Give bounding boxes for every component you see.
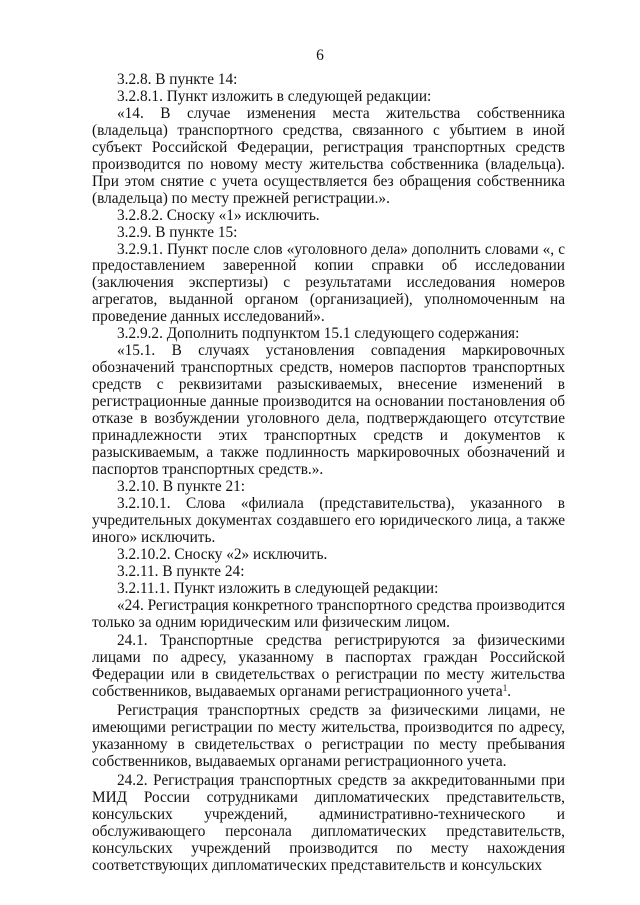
paragraph-point-24-1-text: 24.1. Транспортные средства регистрируются за физическими лицами по адресу, указанному в паспортах граждан Российской Федерации или в свидетельствах о регистрации по месту жительства собственников, выдаваемых органами регистрационного учета — [92, 632, 565, 701]
paragraph-3-2-8: 3.2.8. В пункте 14: — [117, 71, 238, 88]
paragraph-3-2-8-2: 3.2.8.2. Сноску «1» исключить. — [117, 206, 320, 224]
paragraph-point-24-1 — [92, 633, 565, 701]
paragraph-3-2-9-2: 3.2.9.2. Дополнить подпунктом 15.1 следующего содержания: — [117, 325, 520, 343]
page-number: 6 — [316, 47, 324, 64]
paragraph-point-15-1-text: «15.1. В случаях установления совпадения маркировочных обозначений транспортных средств, номеров паспортов транспортных средств с реквизитами разыскиваемых, внесение изменений в регистрационные данные производится на основании постановления об отказе в возбуждении уголовного дела, подтверждающего отсутствие принадлежности этих транспортных средств и документов к разыскиваемым, а также подлинность маркировочных обозначений и паспортов транспортных средств.». — [92, 342, 565, 478]
paragraph-point-24-text: «24. Регистрация конкретного транспортного средства производится только за одним юридическим или физическим лицом. — [92, 596, 565, 631]
paragraph-3-2-8-1: 3.2.8.1. Пункт изложить в следующей редакции: — [117, 87, 432, 105]
paragraph-3-2-10: 3.2.10. В пункте 21: — [117, 477, 246, 495]
paragraph-3-2-9-1: 3.2.9.1. Пункт после слов «уголовного дела» дополнить словами «, с предоставлением заверенной копии справки об исследовании (заключения экспертизы) с результатами исследования номеров агрегатов, выданной органом (организацией), уполномоченным на проведение данных исследований». — [92, 240, 565, 326]
paragraph-point-24-1-tail: . — [507, 683, 512, 701]
document-body — [92, 72, 565, 875]
paragraph-3-2-10-1: 3.2.10.1. Слова «филиала (представительства), указанного в учредительных документах создавшего его юридического лица, а также иного» исключить. — [92, 494, 565, 546]
paragraph-point-24-1-continued: Регистрация транспортных средств за физическими лицами, не имеющими регистрации по месту жительства, производится по адресу, указанному в свидетельствах о регистрации по месту пребывания собственников, выдаваемых органами регистрационного учета. — [92, 702, 565, 771]
footnote-marker: 1 — [502, 683, 508, 694]
paragraph-3-2-11: 3.2.11. В пункте 24: — [117, 562, 245, 580]
paragraph-point-24-2: 24.2. Регистрация транспортных средств за аккредитованными при МИД России сотрудниками дипломатических представительств, консульских учреждений, административно-технического и обслуживающего персонала дипломатических представительств, консульских учреждений производится по месту нахождения соответствующих дипломатических представительств и консульских — [92, 772, 565, 874]
paragraph-point-14-text: «14. В случае изменения места жительства собственника (владельца) транспортного средства, связанного с убытием в иной субъект Российской Федерации, регистрация транспортных средств производится по новому месту жительства собственника (владельца). При этом снятие с учета осуществляется без обращения собственника (владельца) по месту прежней регистрации.». — [92, 104, 565, 207]
paragraph-3-2-9: 3.2.9. В пункте 15: — [117, 223, 238, 241]
paragraph-3-2-11-1: 3.2.11.1. Пункт изложить в следующей редакции: — [117, 579, 439, 597]
paragraph-3-2-10-2: 3.2.10.2. Сноску «2» исключить. — [117, 545, 328, 563]
